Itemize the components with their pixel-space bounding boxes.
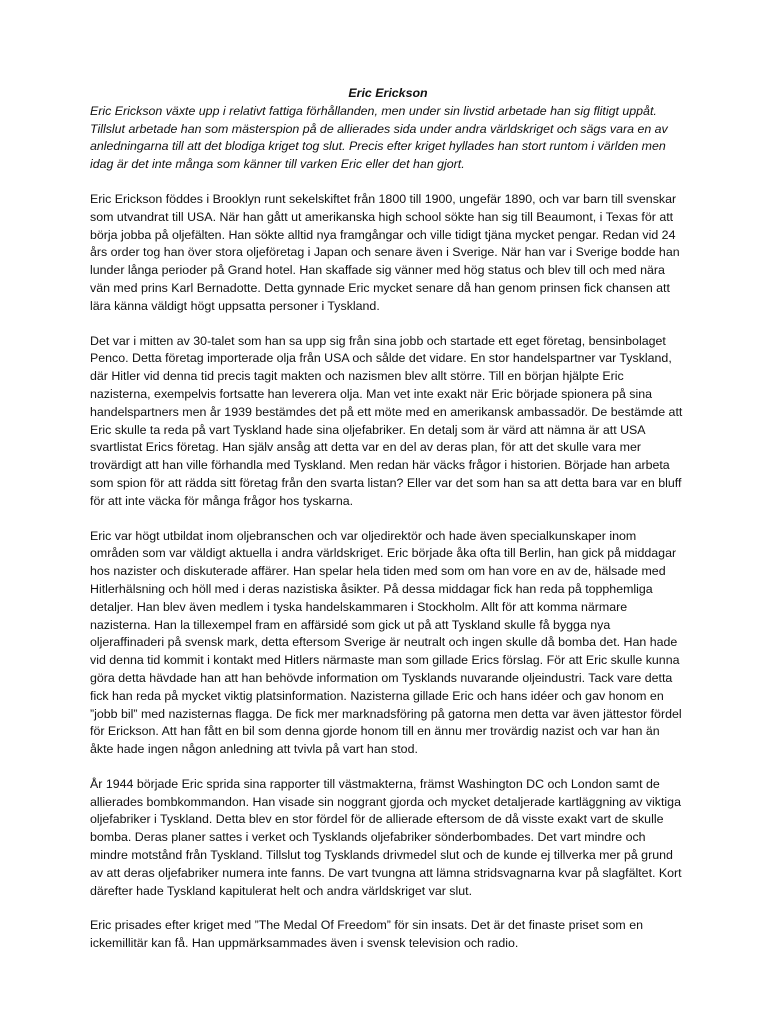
intro-paragraph: Eric Erickson växte upp i relativt fattiga förhållanden, men under sin livstid arbetade han sig flitigt uppåt. Tillslut arbetade han som mästerspion på de allierades sida under andra världskriget och sägs vara en av anledningarna till att det blodiga kriget tog slut. Precis efter kriget hyllades han stort runtom i världen men idag är det inte många som känner till varken Eric eller det han gjort.	[90, 103, 668, 172]
body-paragraph-3: Eric var högt utbildat inom oljebranschen och var oljedirektör och hade även specialkunskaper inom områden som var väldigt aktuella i andra världskriget. Eric började åka ofta till Berlin, han gick på middagar hos nazister och diskuterade affärer. Han spelar hela tiden med som om han vore en av de, hälsade med Hitlerhälsning och höll med i deras nazistiska åsikter. På dessa middagar fick han reda på topphemliga detaljer. Han blev även medlem i tyska handelskammaren i Stockholm. Allt för att komma närmare nazisterna. Han la tillexempel fram en affärsidé som gick ut på att Tyskland skulle få bygga nya oljeraffinaderi på svensk mark, detta eftersom Sverige är neutralt och ingen skulle då bomba det. Han hade vid denna tid kommit i kontakt med Hitlers närmaste man som gillade Erics förslag. För att Eric skulle kunna göra detta hävdade han att han behövde information om Tysklands nuvarande oljeindustri. Tack vare detta fick han reda på mycket viktig platsinformation. Nazisterna gillade Eric och hans idéer och gav honom en ”jobb bil” med nazisternas flagga. De fick mer marknadsföring på gatorna men detta var även jättestor fördel för Erickson. Att han fått en bil som denna gjorde honom till en ännu mer trovärdig nazist och var han än åkte hade ingen någon anledning att tvivla på vart han stod.	[90, 528, 682, 757]
body-paragraph-2: Det var i mitten av 30-talet som han sa upp sig från sina jobb och startade ett eget företag, bensinbolaget Penco. Detta företag importerade olja från USA och sålde det vidare. En stor handelspartner var Tyskland, där Hitler vid denna tid precis tagit makten och nazismen blev allt större. Till en början hjälpte Eric nazisterna, exempelvis fortsatte han leverera olja. Man vet inte exakt när Eric började spionera på sina handelspartners men år 1939 bestämdes det på ett möte med en amerikansk ambassadör. De bestämde att Eric skulle ta reda på vart Tyskland hade sina oljefabriker. En detalj som är värd att nämna är att USA svartlistat Erics företag. Han själv ansåg att detta var en del av deras plan, för att det skulle vara mer trovärdigt att han ville förhandla med Tyskland. Men redan här väcks frågor i historien. Började han arbeta som spion för att rädda sitt företag från den svarta listan? Eller var det som han sa att detta bara var en bluff för att inte väcka för många frågor hos tyskarna.	[90, 333, 683, 508]
document-title: Eric Erickson	[348, 86, 428, 100]
body-paragraph-4: År 1944 började Eric sprida sina rapporter till västmakterna, främst Washington DC och London samt de allierades bombkommandon. Han visade sin noggrant gjorda och mycket detaljerade kartläggning av viktiga oljefabriker i Tyskland. Detta blev en stor fördel för de allierade eftersom de då visste exakt vart de skulle bomba. Deras planer sattes i verket och Tysklands oljefabriker sönderbombades. Det vart mindre och mindre motstånd från Tyskland. Tillslut tog Tysklands drivmedel slut och de kunde ej tillverka mer på grund av att deras oljefabriker numera inte fanns. De vart tvungna att lämna stridsvagnarna kvar på slagfältet. Kort därefter hade Tyskland kapitulerat helt och andra världskriget var slut.	[90, 776, 682, 898]
body-paragraph-5: Eric prisades efter kriget med ”The Medal Of Freedom” för sin insats. Det är det finaste priset som en ickemillitär kan få. Han uppmärksammades även i svensk television och radio.	[90, 918, 643, 951]
body-paragraph-1: Eric Erickson föddes i Brooklyn runt sekelskiftet från 1800 till 1900, ungefär 1890, och var barn till svenskar som utvandrat till USA. När han gått ut amerikanska high school sökte han sig till Beaumont, i Texas för att börja jobba på oljefälten. Han sökte alltid nya framgångar och ville tidigt tjäna mycket pengar. Redan vid 24 års order tog han över stora oljeföretag i Japan och senare även i Sverige. När han var i Sverige bodde han lunder långa perioder på Grand hotel. Han skaffade sig vänner med hög status och blev till och med nära vän med prins Karl Bernadotte. Detta gynnade Eric mycket senare då han genom prinsen fick chansen att lära känna väldigt högt uppsatta personer i Tyskland.	[90, 191, 680, 313]
document-page	[90, 85, 686, 970]
